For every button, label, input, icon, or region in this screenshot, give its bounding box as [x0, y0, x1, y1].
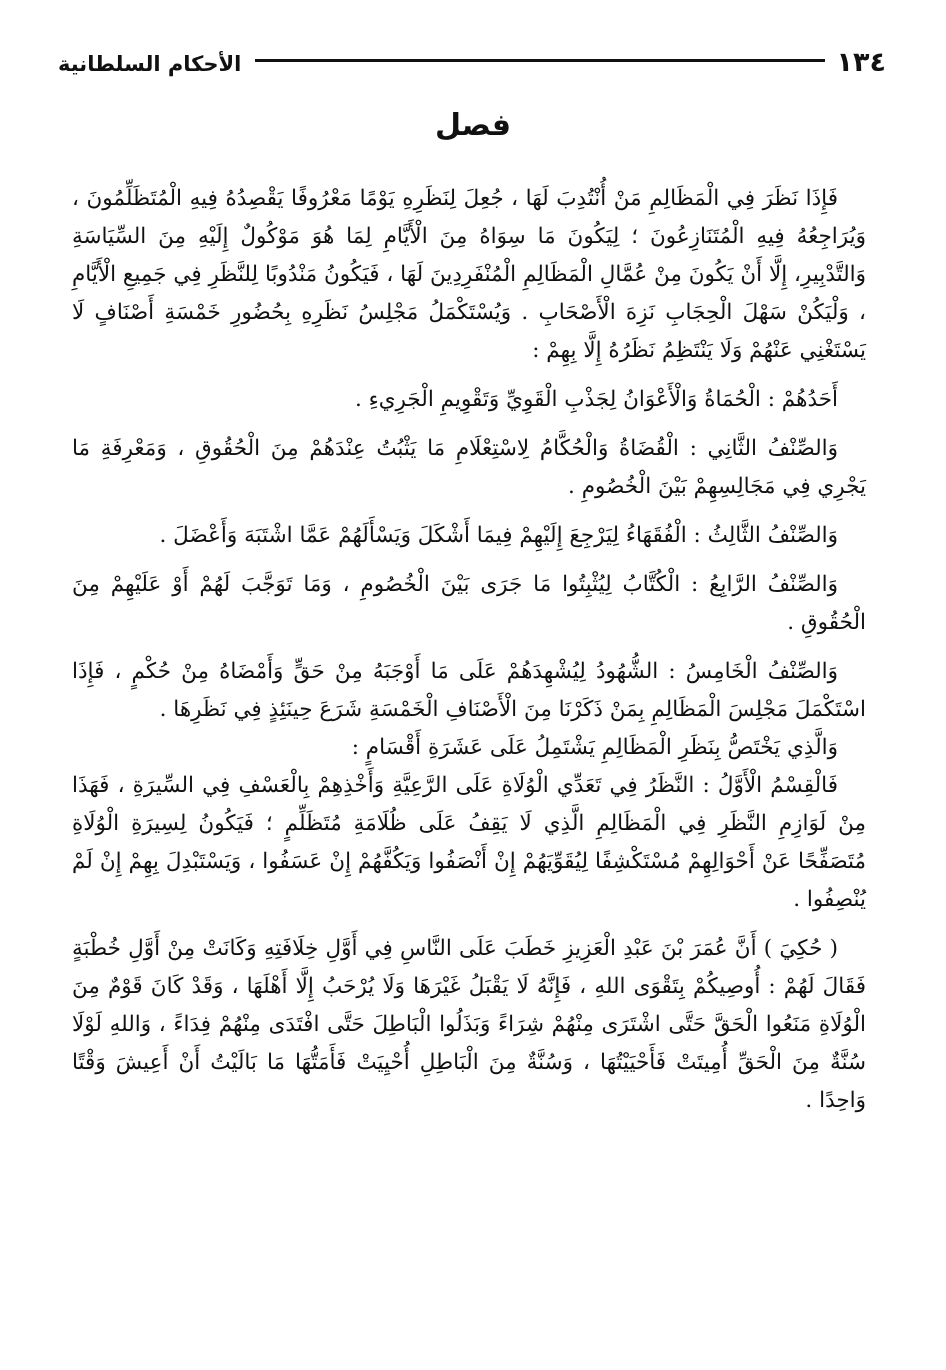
paragraph: أَحَدُهُمْ : الْحُمَاةُ وَالْأَعْوَانُ لِجَذْبِ الْقَوِيِّ وَتَقْوِيمِ الْجَرِيءِ . [354, 387, 838, 412]
paragraph: وَالصِّنْفُ الْخَامِسُ : الشُّهُودُ لِيُشْهِدَهُمْ عَلَى مَا أَوْجَبَهُ مِنْ حَقٍّ وَأَمْضَاهُ مِنْ حُكْمٍ ، فَإِذَا اسْتَكْمَلَ مَجْلِسَ الْمَظَالِمِ بِمَنْ ذَكَرْنَا مِنَ الْأَصْنَافِ الْخَمْسَةِ شَرَعَ حِينَئِذٍ فِي نَظَرِهَا . [72, 659, 866, 722]
paragraph: فَإِذَا نَظَرَ فِي الْمَظَالِمِ مَنْ أُنْتُدِبَ لَهَا ، جُعِلَ لِنَظَرِهِ يَوْمًا مَعْرُوفًا يَقْصِدُهُ فِيهِ الْمُتَظَلِّمُونَ ، وَيُرَاجِعُهُ فِيهِ الْمُتَنَازِعُونَ ؛ لِيَكُونَ مَا سِوَاهُ مِنَ الْأَيَّامِ لِمَا هُوَ مَوْكُولٌ إِلَيْهِ مِنَ السِّيَاسَةِ وَالتَّدْبِيرِ، إِلَّا أَنْ يَكُونَ مِنْ عُمَّالِ الْمَظَالِمِ الْمُنْفَرِدِينَ لَهَا ، فَيَكُونُ مَنْدُوبًا لِلنَّظَرِ فِي جَمِيعِ الْأَيَّامِ ، وَلْيَكُنْ سَهْلَ الْحِجَابِ نَزِهَ الْأَصْحَابِ . وَيُسْتَكْمَلُ مَجْلِسُ نَظَرِهِ بِحُضُورِ خَمْسَةِ أَصْنَافٍ لَا يَسْتَغْنِي عَنْهُمْ وَلَا يَنْتَظِمُ نَظَرُهُ إِلَّا بِهِمْ : [72, 186, 866, 363]
body-text [72, 180, 866, 1120]
paragraph: وَالَّذِي يَخْتَصُّ بِنَظَرِ الْمَظَالِمِ يَشْتَمِلُ عَلَى عَشَرَةِ أَقْسَامٍ : [351, 735, 838, 760]
header-rule [255, 59, 824, 62]
paragraph: وَالصِّنْفُ الثَّانِي : الْقُضَاةُ وَالْحُكَّامُ لِاسْتِعْلَامِ مَا يَثْبُتُ عِنْدَهُمْ مِنَ الْحُقُوقِ ، وَمَعْرِفَةِ مَا يَجْرِي فِي مَجَالِسِهِمْ بَيْنَ الْخُصُومِ . [72, 436, 866, 499]
paragraph: وَالصِّنْفُ الرَّابِعُ : الْكُتَّابُ لِيُثْبِتُوا مَا جَرَى بَيْنَ الْخُصُومِ ، وَمَا تَوَجَّبَ لَهُمْ أَوْ عَلَيْهِمْ مِنَ الْحُقُوقِ . [72, 572, 866, 635]
section-title: فصل [435, 108, 511, 143]
paragraph: وَالصِّنْفُ الثَّالِثُ : الْفُقَهَاءُ لِيَرْجِعَ إِلَيْهِمْ فِيمَا أَشْكَلَ وَيَسْأَلَهُمْ عَمَّا اشْتَبَهَ وَأَعْضَلَ . [159, 523, 838, 548]
book-title: الأحكام السلطانية [58, 52, 242, 76]
paragraph: فَالْقِسْمُ الْأَوَّلُ : النَّظَرُ فِي تَعَدِّي الْوُلَاةِ عَلَى الرَّعِيَّةِ وَأَخْذِهِمْ بِالْعَسْفِ فِي السِّيرَةِ ، فَهَذَا مِنْ لَوَازِمِ النَّظَرِ فِي الْمَظَالِمِ الَّذِي لَا يَقِفُ عَلَى ظُلَامَةِ مُتَظَلِّمٍ ؛ فَيَكُونُ لِسِيرَةِ الْوُلَاةِ مُتَصَفِّحًا عَنْ أَحْوَالِهِمْ مُسْتَكْشِفًا لِيُقَوِّيَهُمْ إِنْ أَنْصَفُوا وَيَكُفَّهُمْ إِنْ عَسَفُوا ، وَيَسْتَبْدِلَ بِهِمْ إِنْ لَمْ يُنْصِفُوا . [72, 773, 866, 912]
paragraph: ( حُكِيَ ) أَنَّ عُمَرَ بْنَ عَبْدِ الْعَزِيزِ خَطَبَ عَلَى النَّاسِ فِي أَوَّلِ خِلَافَتِهِ وَكَانَتْ مِنْ أَوَّلِ خُطْبَةٍ فَقَالَ لَهُمْ : أُوصِيكُمْ بِتَقْوَى اللهِ ، فَإِنَّهُ لَا يَقْبَلُ غَيْرَهَا وَلَا يُرْحَبُ إِلَّا أَهْلَهَا ، وَقَدْ كَانَ قَوْمٌ مِنَ الْوُلَاةِ مَنَعُوا الْحَقَّ حَتَّى اشْتَرَى مِنْهُمْ شِرَاءً وَبَذَلُوا الْبَاطِلَ حَتَّى افْتَدَى مِنْهُمْ فِدَاءً ، وَاللهِ لَوْلَا سُنَّةٌ مِنَ الْحَقِّ أُمِيتَتْ فَأَحْيَيْتُهَا ، وَسُنَّةٌ مِنَ الْبَاطِلِ أُحْيِيَتْ فَأَمَتُّهَا مَا بَالَيْتُ أَنْ أَعِيشَ وَقْتًا وَاحِدًا . [72, 936, 866, 1113]
running-header [58, 38, 886, 78]
page-number: ١٣٤ [836, 47, 886, 78]
